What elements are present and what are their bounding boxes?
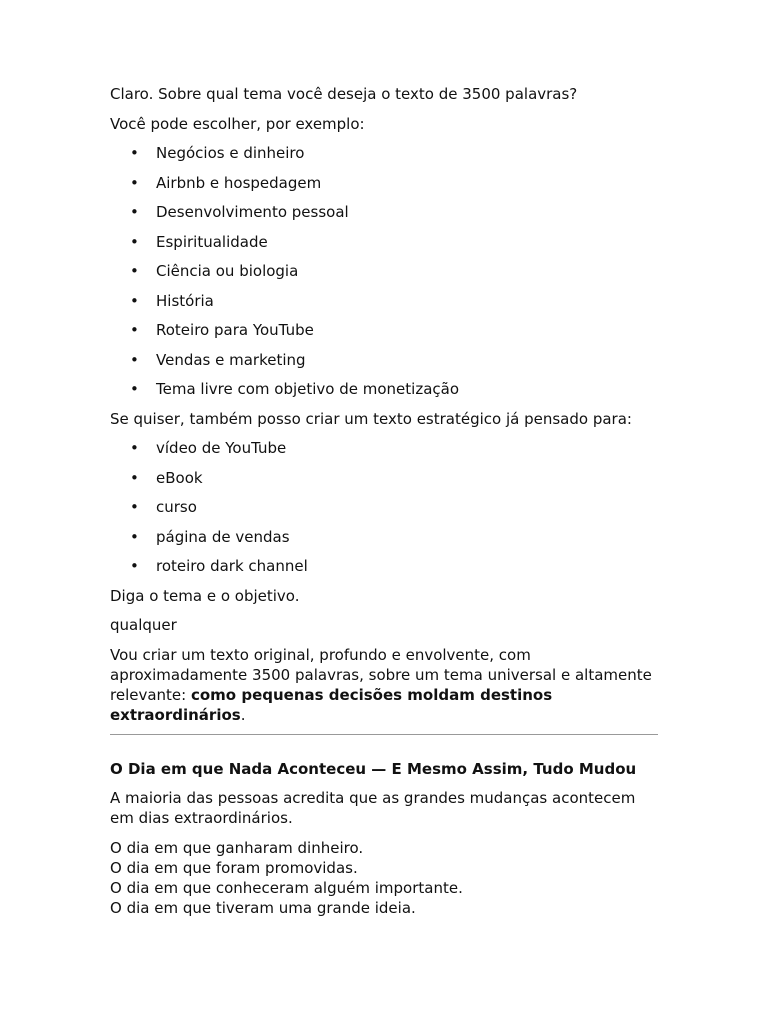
- ask-text: Diga o tema e o objetivo.: [110, 586, 300, 605]
- list-item: • Roteiro para YouTube: [110, 320, 658, 340]
- list-item: • Tema livre com objetivo de monetização: [110, 379, 658, 399]
- list-item: • vídeo de YouTube: [110, 438, 658, 458]
- list-item: • curso: [110, 497, 658, 517]
- article-paragraph: A maioria das pessoas acredita que as grandes mudanças acontecem em dias extraordinários.: [110, 789, 636, 827]
- formats-list: [110, 438, 658, 576]
- response-bold: como pequenas decisões moldam destinos extraordinários: [110, 685, 553, 724]
- article-line: O dia em que foram promovidas.: [110, 858, 358, 877]
- article-line: O dia em que conheceram alguém importante.: [110, 878, 463, 897]
- themes-list: [110, 143, 658, 399]
- intro-question: Claro. Sobre qual tema você deseja o texto de 3500 palavras?: [110, 85, 578, 103]
- intro-choose: Você pode escolher, por exemplo:: [110, 114, 365, 133]
- list-item: • Vendas e marketing: [110, 350, 658, 370]
- list-item: • Espiritualidade: [110, 232, 658, 252]
- list-item: • Negócios e dinheiro: [110, 143, 658, 163]
- divider: [110, 734, 658, 735]
- list-item: • Airbnb e hospedagem: [110, 173, 658, 193]
- article-line: O dia em que tiveram uma grande ideia.: [110, 898, 416, 917]
- response-text: Vou criar um texto original, profundo e envolvente, com aproximadamente 3500 palavras, sobre um tema universal e altamente relevante:: [110, 645, 652, 704]
- list-item: • História: [110, 291, 658, 311]
- list-item: • roteiro dark channel: [110, 556, 658, 576]
- list-item: • Desenvolvimento pessoal: [110, 202, 658, 222]
- document-page: [110, 84, 658, 927]
- article-title: O Dia em que Nada Aconteceu — E Mesmo Assim, Tudo Mudou: [110, 760, 637, 778]
- list-item: • Ciência ou biologia: [110, 261, 658, 281]
- list-item: • eBook: [110, 468, 658, 488]
- user-reply: qualquer: [110, 616, 177, 634]
- article-line: O dia em que ganharam dinheiro.: [110, 838, 364, 857]
- strategic-text: Se quiser, também posso criar um texto estratégico já pensado para:: [110, 409, 632, 428]
- response-end: .: [240, 705, 246, 724]
- list-item: • página de vendas: [110, 527, 658, 547]
- response-paragraph: [110, 645, 658, 725]
- article-lines: [110, 838, 658, 918]
